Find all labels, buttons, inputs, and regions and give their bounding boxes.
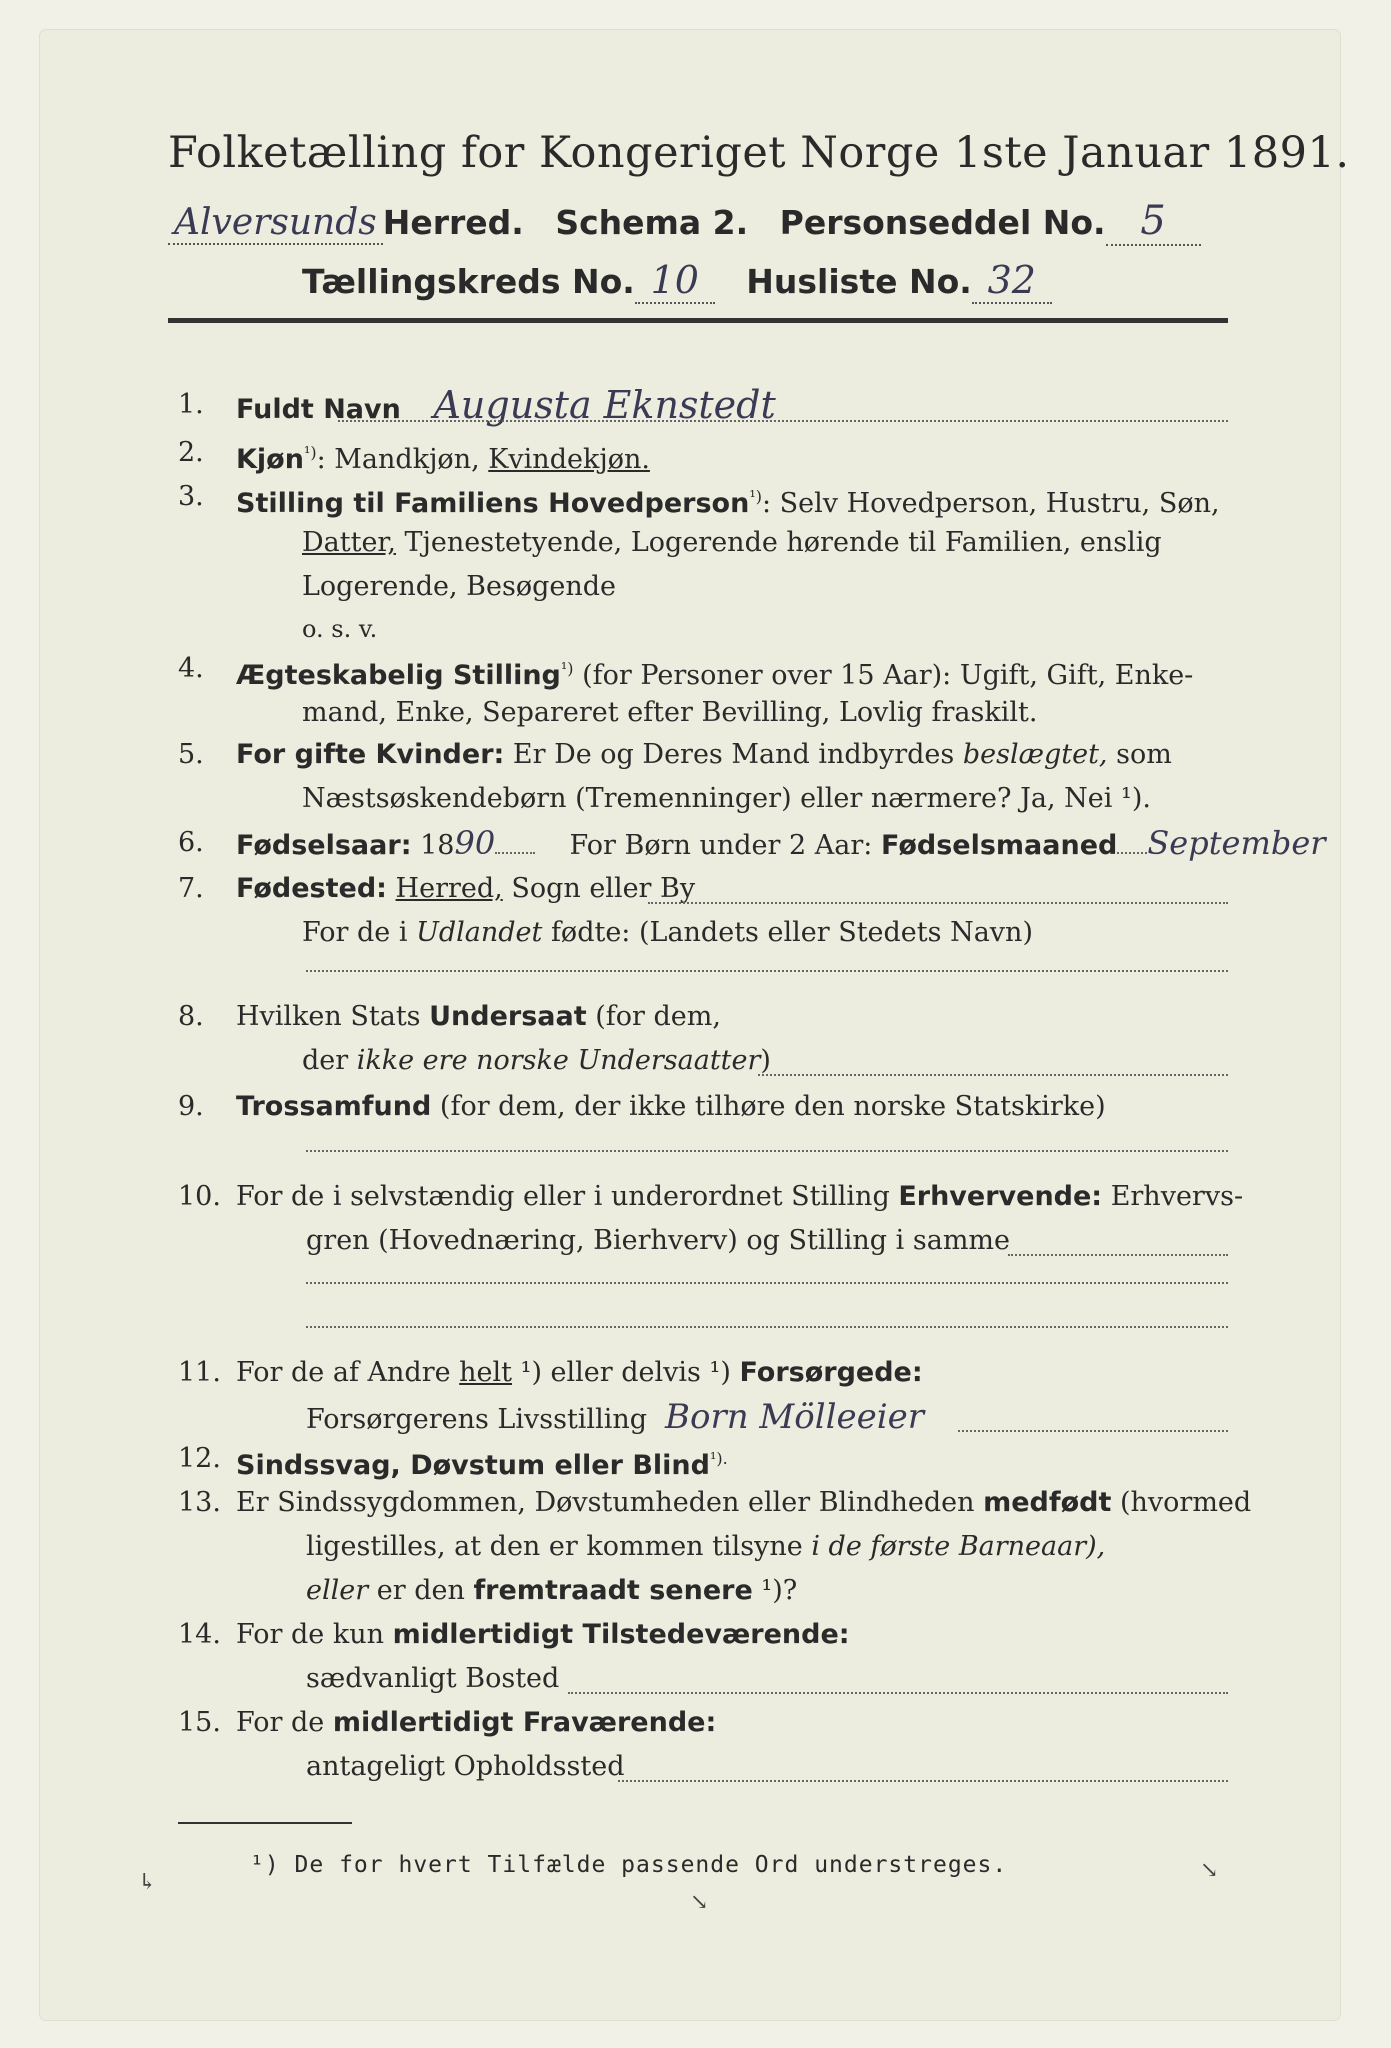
item-4-text (236, 652, 1193, 693)
item-number: 4. (178, 653, 204, 684)
personseddel-label: Personseddel No. (779, 203, 1106, 242)
fodested-label: Fødested: (236, 873, 387, 904)
footnote-ref: ¹) (749, 487, 762, 506)
undersaat-text-end: (for dem, (586, 1001, 721, 1032)
fodselsmaaned-answer: September (1147, 824, 1326, 862)
footnote-rule (178, 1822, 352, 1824)
stilling-label: Stilling til Familiens Hovedperson (236, 488, 750, 519)
answer-line (648, 902, 1228, 904)
beslaegtet-text: beslægtet, (962, 739, 1108, 770)
fuldt-navn-answer: Augusta Eknstedt (433, 383, 776, 427)
item-12-text (236, 1442, 728, 1483)
answer-line (618, 1780, 1228, 1782)
tilstede-text: For de kun (236, 1619, 393, 1650)
item-number: 8. (178, 1001, 204, 1032)
item-7-text (236, 872, 695, 906)
kreds-label: Tællingskreds No. (302, 262, 635, 301)
kreds-line (302, 258, 1052, 304)
undersaatter-italic: ikke ere norske Undersaatter (356, 1045, 761, 1076)
item-number: 6. (178, 827, 204, 858)
schema-label: Schema 2. (555, 203, 749, 242)
medfodt-label: medfødt (983, 1487, 1112, 1518)
sindssvag-label: Sindssvag, Døvstum eller Blind (236, 1450, 710, 1481)
medfodt-text-end: (hvormed (1111, 1487, 1252, 1518)
fodested-selected: Herred, (395, 873, 503, 904)
stilling-selected: Datter, (302, 527, 396, 558)
livsstilling-label: Forsørgerens Livsstilling (306, 1404, 648, 1435)
kreds-number: 10 (635, 258, 715, 304)
gifte-kvinder-text-2: Næstsøskendebørn (Tremenninger) eller nærmere? Ja, Nei ¹). (302, 783, 1151, 814)
item-number: 11. (178, 1357, 221, 1388)
item-number: 13. (178, 1487, 221, 1518)
stilling-osv: o. s. v. (302, 615, 378, 643)
kjon-options: : Mandkjøn, (316, 444, 489, 475)
forsorgede-options: ¹) eller delvis ¹) (512, 1357, 740, 1388)
gifte-kvinder-label: For gifte Kvinder: (236, 739, 505, 770)
fremtraadt-label: fremtraadt senere (473, 1575, 753, 1606)
footnote-ref: ¹) (303, 443, 317, 462)
livsstilling-answer: Born Mölleeier (665, 1397, 924, 1437)
fodselsaar-label: Fødselsaar: (236, 830, 412, 861)
item-number: 14. (178, 1619, 221, 1650)
medfodt-text: Er Sindssygdommen, Døvstumheden eller Blindheden (236, 1487, 984, 1518)
senere-text-end: ¹)? (752, 1575, 798, 1606)
item-15-text (236, 1706, 716, 1740)
erhverv-text-end: Erhvervs- (1102, 1181, 1244, 1212)
forsorgede-label: Forsørgede: (739, 1357, 923, 1388)
stilling-options-2: Tjenestetyende, Logerende hørende til Familien, enslig (395, 527, 1162, 558)
erhvervende-label: Erhvervende: (898, 1181, 1103, 1212)
aegteskab-label: Ægteskabelig Stilling (236, 660, 561, 691)
item-14-text (236, 1618, 850, 1652)
barneaar-italic: i de første Barneaar), (811, 1531, 1106, 1562)
undersaat-text: Hvilken Stats (236, 1001, 430, 1032)
opholdssted-label: antageligt Opholdssted (306, 1751, 625, 1782)
trossamfund-label: Trossamfund (236, 1091, 432, 1122)
helt-selected: helt (459, 1357, 513, 1388)
footnote: ¹) De for hvert Tilfælde passende Ord understreges. (250, 1852, 1008, 1878)
item-number: 3. (178, 481, 204, 512)
item-5-text (236, 738, 1172, 772)
eller-italic: eller (306, 1575, 369, 1606)
fodested-options: Sogn eller By (502, 873, 696, 904)
item-9-text (236, 1090, 1106, 1124)
herred-handwritten: Alversunds (168, 202, 383, 245)
fravaerende-label: midlertidigt Fraværende: (332, 1707, 717, 1738)
udlandet-italic: Udlandet (416, 917, 543, 948)
item-number: 12. (178, 1443, 221, 1474)
item-number: 9. (178, 1091, 204, 1122)
item-number: 5. (178, 739, 204, 770)
fodselsmaaned-label: Fødselsmaaned (880, 830, 1118, 861)
answer-line (958, 1430, 1228, 1432)
answer-line (306, 1326, 1228, 1328)
herred-label: Herred. (382, 203, 524, 242)
answer-line (1008, 1254, 1228, 1256)
tilsyne-text: ligestilles, at den er kommen tilsyne (306, 1531, 812, 1562)
udlandet-text: For de i (302, 917, 417, 948)
item-number: 1. (178, 389, 204, 420)
personseddel-number: 5 (1106, 198, 1201, 246)
herred-line (168, 198, 1201, 246)
bosted-label: sædvanligt Bosted (306, 1663, 560, 1694)
forsorgede-text: For de af Andre (236, 1357, 460, 1388)
fodselsaar-prefix: 18 (411, 830, 455, 861)
scan-mark: ↘ (1200, 1858, 1219, 1883)
item-number: 2. (178, 437, 204, 468)
husliste-label: Husliste No. (746, 262, 972, 301)
gifte-kvinder-text: Er De og Deres Mand indbyrdes (504, 739, 963, 770)
item-10-text (236, 1180, 1243, 1214)
fuldt-navn-label: Fuldt Navn (236, 394, 401, 425)
answer-line (758, 1074, 1228, 1076)
answer-line (306, 1150, 1228, 1152)
erhverv-text-2: gren (Hovednæring, Bierhverv) og Stilling i samme (306, 1225, 1011, 1256)
item-number: 15. (178, 1707, 221, 1738)
born-under-2-text: For Børn under 2 Aar: (569, 830, 881, 861)
erhverv-text: For de i selvstændig eller i underordnet Stilling (236, 1181, 899, 1212)
form-title: Folketælling for Kongeriget Norge 1ste Januar 1891. (168, 128, 1350, 178)
answer-line (338, 420, 1228, 422)
undersaatter-text: der (302, 1045, 357, 1076)
kjon-label: Kjøn (236, 444, 304, 475)
item-number: 10. (178, 1181, 221, 1212)
item-number: 7. (178, 873, 204, 904)
item-3-text (236, 480, 1220, 521)
gifte-kvinder-text-end: som (1107, 739, 1172, 770)
item-8-text (236, 1000, 721, 1034)
trossamfund-text: (for dem, der ikke tilhøre den norske Statskirke) (431, 1091, 1106, 1122)
footnote-ref: ¹). (709, 1449, 728, 1468)
item-13-text (236, 1486, 1251, 1520)
stilling-options-3: Logerende, Besøgende (302, 571, 616, 602)
scan-mark: ↳ (138, 1870, 157, 1895)
scan-mark: ↘ (690, 1890, 709, 1915)
senere-text: er den (368, 1575, 474, 1606)
answer-line (306, 970, 1228, 972)
husliste-number: 32 (972, 258, 1052, 304)
fravaerende-text: For de (236, 1707, 333, 1738)
undersaat-label: Undersaat (429, 1001, 587, 1032)
undersaatter-close: ) (760, 1045, 771, 1076)
fodselsaar-answer: 90 (454, 824, 496, 862)
kjon-selected: Kvindekjøn. (488, 444, 650, 475)
item-11-text (236, 1356, 923, 1390)
aegteskab-options: (for Personer over 15 Aar): Ugift, Gift, Enke- (573, 660, 1194, 691)
aegteskab-options-2: mand, Enke, Separeret efter Bevilling, Lovlig fraskilt. (302, 697, 1038, 728)
item-2-text (236, 436, 650, 477)
answer-line (306, 1282, 1228, 1284)
stilling-options: : Selv Hovedperson, Hustru, Søn, (761, 488, 1220, 519)
header-rule (168, 318, 1228, 323)
footnote-ref: ¹) (560, 659, 574, 678)
item-6-text (236, 826, 1326, 863)
tilstedevaerende-label: midlertidigt Tilstedeværende: (392, 1619, 850, 1650)
udlandet-text-end: fødte: (Landets eller Stedets Navn) (542, 917, 1033, 948)
answer-line (568, 1692, 1228, 1694)
